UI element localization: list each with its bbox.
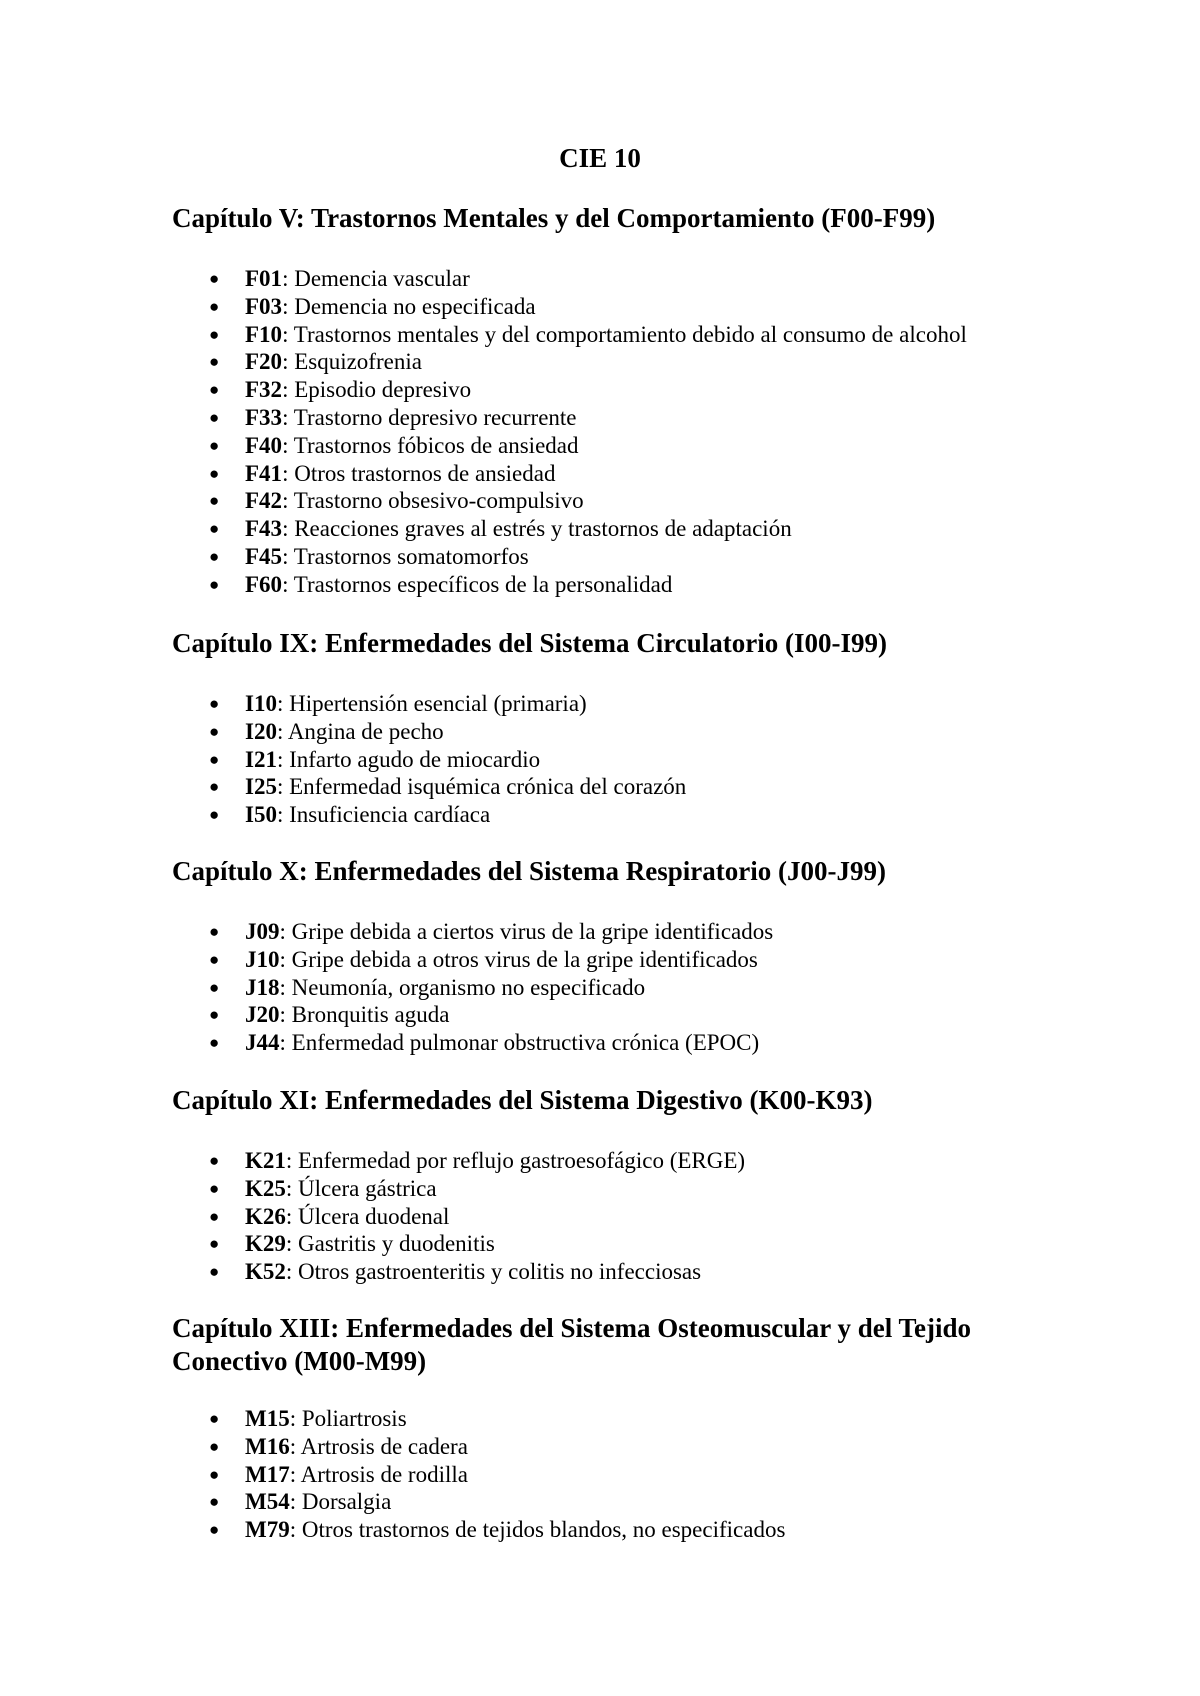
bullet-icon: ● xyxy=(209,749,220,769)
code-description: : Demencia vascular xyxy=(282,266,470,291)
chapter-heading-xiii: Capítulo XIII: Enfermedades del Sistema Osteomuscular y del Tejido Conectivo (M00-M99) xyxy=(172,1313,972,1376)
document-title: CIE 10 xyxy=(559,143,641,173)
chapter-heading-xi: Capítulo XI: Enfermedades del Sistema Digestivo (K00-K93) xyxy=(172,1085,873,1115)
code-label: K29 xyxy=(245,1231,286,1257)
code-label: M17 xyxy=(245,1461,290,1487)
code-description: : Trastornos mentales y del comportamiento debido al consumo de alcohol xyxy=(282,321,967,347)
bullet-icon: ● xyxy=(209,805,220,825)
code-label: J44 xyxy=(245,1030,280,1056)
code-description: : Hipertensión esencial (primaria) xyxy=(276,691,587,716)
bullet-icon: ● xyxy=(209,777,220,797)
code-description: : Episodio depresivo xyxy=(282,377,472,403)
code-label: K25 xyxy=(245,1175,286,1201)
code-description: : Gripe debida a ciertos virus de la gripe identificados xyxy=(279,919,774,944)
bullet-icon: ● xyxy=(209,922,220,941)
code-description: : Úlcera duodenal xyxy=(285,1203,450,1229)
code-label: J20 xyxy=(245,1002,280,1028)
bullet-icon: ● xyxy=(209,1492,220,1512)
code-description: : Otros trastornos de ansiedad xyxy=(282,460,556,486)
code-label: F32 xyxy=(245,377,283,403)
bullet-icon: ● xyxy=(209,491,220,511)
code-description: : Gripe debida a otros virus de la gripe identificados xyxy=(279,946,758,972)
code-description: : Angina de pecho xyxy=(276,718,444,744)
code-description: : Bronquitis aguda xyxy=(279,1002,450,1028)
bullet-icon: ● xyxy=(209,1436,220,1456)
code-description: : Insuficiencia cardíaca xyxy=(276,802,491,828)
code-description: : Enfermedad isquémica crónica del corazón xyxy=(276,774,687,800)
code-label: F20 xyxy=(245,349,283,375)
code-label: M54 xyxy=(245,1489,290,1515)
code-description: : Artrosis de rodilla xyxy=(289,1461,468,1487)
bullet-icon: ● xyxy=(209,574,220,594)
bullet-icon: ● xyxy=(209,380,220,400)
bullet-icon: ● xyxy=(209,269,220,288)
code-label: K26 xyxy=(245,1203,286,1229)
code-description: : Neumonía, organismo no especificado xyxy=(279,974,646,1000)
code-description: : Esquizofrenia xyxy=(282,349,422,375)
code-label: F41 xyxy=(245,460,283,486)
code-description: : Reacciones graves al estrés y trastornos de adaptación xyxy=(282,516,792,542)
bullet-icon: ● xyxy=(209,519,220,539)
code-description: : Enfermedad pulmonar obstructiva crónica (EPOC) xyxy=(279,1030,760,1056)
code-label: I10 xyxy=(245,691,277,716)
bullet-icon: ● xyxy=(209,1151,220,1170)
code-label: I25 xyxy=(245,774,277,800)
code-label: M15 xyxy=(245,1406,290,1431)
code-label: F33 xyxy=(245,404,283,430)
code-description: : Otros gastroenteritis y colitis no infecciosas xyxy=(285,1259,702,1285)
bullet-icon: ● xyxy=(209,694,220,713)
code-label: M16 xyxy=(245,1433,290,1459)
bullet-icon: ● xyxy=(209,1234,220,1254)
code-description: : Poliartrosis xyxy=(289,1406,407,1431)
code-label: F43 xyxy=(245,516,283,542)
bullet-icon: ● xyxy=(209,1033,220,1053)
bullet-icon: ● xyxy=(209,1520,220,1540)
code-label: F03 xyxy=(245,293,283,319)
bullet-icon: ● xyxy=(209,1464,220,1484)
bullet-icon: ● xyxy=(209,1262,220,1282)
bullet-icon: ● xyxy=(209,407,220,427)
code-label: F01 xyxy=(245,266,283,291)
bullet-icon: ● xyxy=(209,463,220,483)
chapter-heading-x: Capítulo X: Enfermedades del Sistema Respiratorio (J00-J99) xyxy=(172,856,886,886)
code-label: I21 xyxy=(245,746,277,772)
code-label: I20 xyxy=(245,718,277,744)
code-label: F45 xyxy=(245,543,283,569)
bullet-icon: ● xyxy=(209,546,220,566)
code-label: K21 xyxy=(245,1148,286,1173)
code-label: I50 xyxy=(245,802,277,828)
code-label: F40 xyxy=(245,432,283,458)
bullet-icon: ● xyxy=(209,1178,220,1198)
code-description: : Trastornos somatomorfos xyxy=(282,543,529,569)
code-label: F10 xyxy=(245,321,283,347)
chapter-heading-ix: Capítulo IX: Enfermedades del Sistema Circulatorio (I00-I99) xyxy=(172,628,887,658)
bullet-icon: ● xyxy=(209,1206,220,1226)
code-description: : Demencia no especificada xyxy=(282,293,536,319)
bullet-icon: ● xyxy=(209,324,220,344)
code-description: : Otros trastornos de tejidos blandos, no especificados xyxy=(289,1517,786,1543)
code-description: : Dorsalgia xyxy=(289,1489,392,1515)
code-description: : Úlcera gástrica xyxy=(285,1175,437,1201)
chapter-heading-v: Capítulo V: Trastornos Mentales y del Comportamiento (F00-F99) xyxy=(172,203,936,233)
code-label: F42 xyxy=(245,488,283,514)
code-label: F60 xyxy=(245,571,283,597)
bullet-icon: ● xyxy=(209,949,220,969)
bullet-icon: ● xyxy=(209,296,220,316)
code-label: J18 xyxy=(245,974,280,1000)
bullet-icon: ● xyxy=(209,1005,220,1025)
bullet-icon: ● xyxy=(209,721,220,741)
code-label: K52 xyxy=(245,1259,286,1285)
bullet-icon: ● xyxy=(209,1409,220,1428)
code-description: : Enfermedad por reflujo gastroesofágico (ERGE) xyxy=(285,1148,746,1173)
code-description: : Trastornos específicos de la personalidad xyxy=(282,571,673,597)
code-label: J10 xyxy=(245,946,280,972)
code-description: : Gastritis y duodenitis xyxy=(285,1231,495,1257)
code-label: J09 xyxy=(245,919,280,944)
code-description: : Infarto agudo de miocardio xyxy=(276,746,541,772)
code-description: : Trastorno obsesivo-compulsivo xyxy=(282,488,584,514)
code-description: : Trastorno depresivo recurrente xyxy=(282,404,577,430)
bullet-icon: ● xyxy=(209,977,220,997)
code-description: : Trastornos fóbicos de ansiedad xyxy=(282,432,579,458)
code-label: M79 xyxy=(245,1517,290,1543)
bullet-icon: ● xyxy=(209,435,220,455)
bullet-icon: ● xyxy=(209,352,220,372)
code-description: : Artrosis de cadera xyxy=(289,1433,468,1459)
